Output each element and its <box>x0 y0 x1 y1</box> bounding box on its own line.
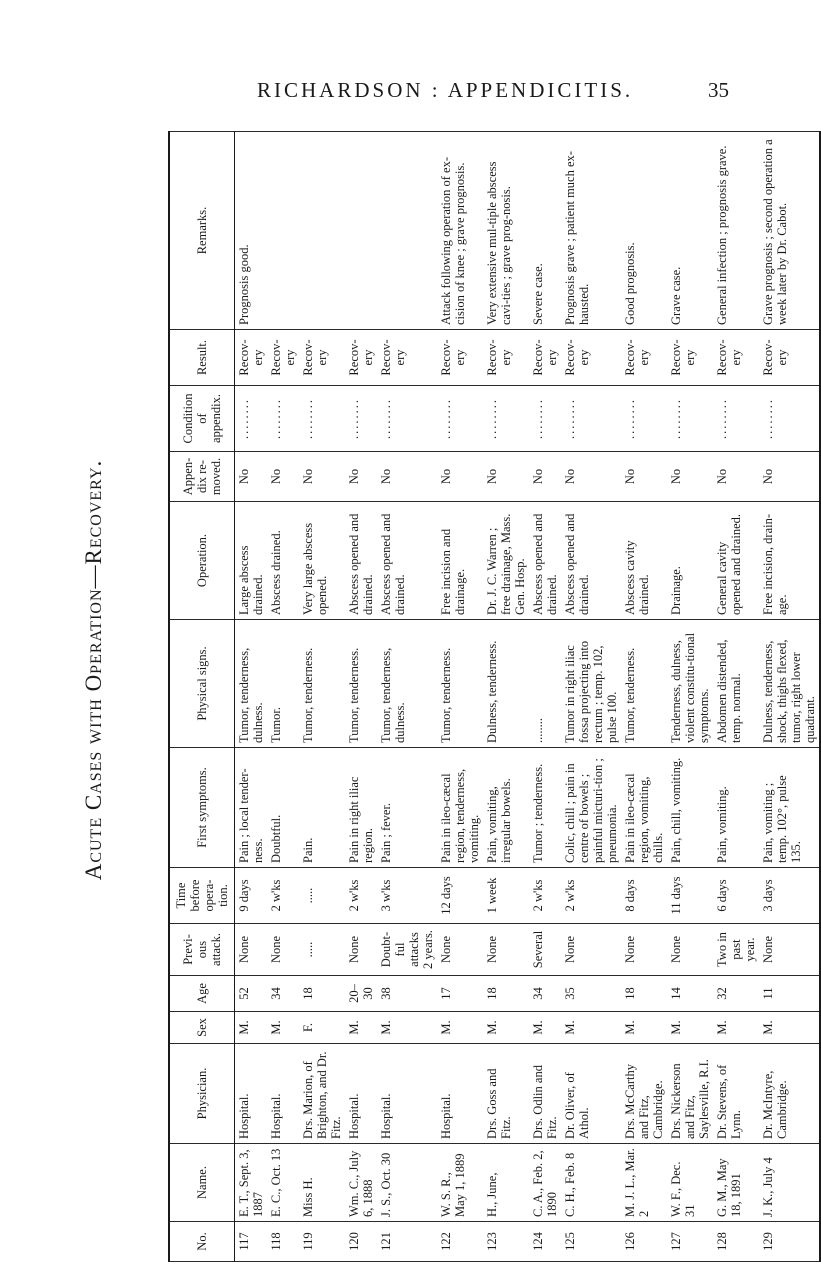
cell-no: 121 <box>377 1222 437 1262</box>
cell-name: Wm. C., July 6, 1888 <box>345 1144 377 1222</box>
cell-result: Recov-ery <box>483 330 529 386</box>
cell-sex: M. <box>377 1012 437 1044</box>
cell-no: 122 <box>437 1222 483 1262</box>
cell-previous: None <box>483 924 529 976</box>
table-row <box>299 132 345 1262</box>
cell-name: E. C., Oct. 13 <box>267 1144 299 1222</box>
cell-no: 124 <box>529 1222 561 1262</box>
table-body <box>235 132 821 1262</box>
table-row <box>483 132 529 1262</box>
cell-previous: Two in past year. <box>713 924 759 976</box>
cell-time: 2 w'ks <box>529 868 561 924</box>
cell-result: Recov-ery <box>529 330 561 386</box>
cell-first-symptoms: Tumor ; tenderness. <box>529 748 561 868</box>
cell-physician: Dr. McIntyre, Cambridge. <box>759 1044 820 1144</box>
rotated-table <box>168 132 817 1262</box>
cell-physician: Hospital. <box>235 1044 268 1144</box>
cell-result: Recov-ery <box>621 330 667 386</box>
cell-first-symptoms: Colic, chill ; pain in centre of bowels ; painful micturi-tion ; pneumonia. <box>561 748 621 868</box>
cell-previous: ..... <box>299 924 345 976</box>
cell-result: Recov-ery <box>377 330 437 386</box>
cell-time: 3 w'ks <box>377 868 437 924</box>
cell-no: 118 <box>267 1222 299 1262</box>
cell-age: 34 <box>529 976 561 1012</box>
cell-operation: Abscess opened and drained. <box>345 502 377 620</box>
cell-condition: ........ <box>345 386 377 452</box>
cell-physician: Drs. McCarthy and Fitz, Cambridge. <box>621 1044 667 1144</box>
cell-previous: None <box>437 924 483 976</box>
cell-physical-signs: ........ <box>529 620 561 748</box>
cell-sex: M. <box>529 1012 561 1044</box>
cell-first-symptoms: Pain, vomiting. <box>713 748 759 868</box>
cell-remarks: Good prognosis. <box>621 132 667 330</box>
cell-name: M. J. L., Mar. 2 <box>621 1144 667 1222</box>
table-row <box>667 132 713 1262</box>
cell-condition: ........ <box>437 386 483 452</box>
cell-condition: ........ <box>667 386 713 452</box>
cell-age: 20–30 <box>345 976 377 1012</box>
cell-age: 14 <box>667 976 713 1012</box>
cell-time: ..... <box>299 868 345 924</box>
cell-operation: Abscess opened and drained. <box>377 502 437 620</box>
cell-physical-signs: Tumor. <box>267 620 299 748</box>
cell-no: 117 <box>235 1222 268 1262</box>
cell-physician: Hospital. <box>267 1044 299 1144</box>
cell-time: 8 days <box>621 868 667 924</box>
cell-remarks: Prognosis good. <box>235 132 268 330</box>
cell-time: 6 days <box>713 868 759 924</box>
cell-previous: None <box>759 924 820 976</box>
page-number: 35 <box>708 78 729 102</box>
cell-remarks <box>267 132 299 330</box>
cell-name: C. A., Feb. 2, 1890 <box>529 1144 561 1222</box>
cell-remarks: Grave prognosis ; second operation a week later by Dr. Cabot. <box>759 132 820 330</box>
col-first-symptoms: First symptoms. <box>169 748 235 868</box>
table-row <box>759 132 820 1262</box>
cell-physician: Drs. Odlin and Fitz. <box>529 1044 561 1144</box>
col-sex: Sex <box>169 1012 235 1044</box>
header-row <box>169 132 235 1262</box>
cell-name: H., June, <box>483 1144 529 1222</box>
cell-age: 34 <box>267 976 299 1012</box>
cell-condition: ........ <box>759 386 820 452</box>
cell-removed: No <box>561 452 621 502</box>
cell-sex: M. <box>267 1012 299 1044</box>
cell-time: 9 days <box>235 868 268 924</box>
cell-previous: None <box>267 924 299 976</box>
cell-time: 12 days <box>437 868 483 924</box>
cell-removed: No <box>345 452 377 502</box>
cell-removed: No <box>529 452 561 502</box>
cell-removed: No <box>267 452 299 502</box>
cell-name: J. K., July 4 <box>759 1144 820 1222</box>
cell-condition: ........ <box>377 386 437 452</box>
cell-name: J. S., Oct. 30 <box>377 1144 437 1222</box>
cell-physical-signs: Dulness, tenderness. <box>483 620 529 748</box>
cell-remarks <box>377 132 437 330</box>
cell-remarks <box>345 132 377 330</box>
cell-physician: Dr. Stevens, of Lynn. <box>713 1044 759 1144</box>
cell-no: 128 <box>713 1222 759 1262</box>
cell-name: Miss H. <box>299 1144 345 1222</box>
cell-physical-signs: Tumor, tenderness, dulness. <box>377 620 437 748</box>
cell-removed: No <box>621 452 667 502</box>
cell-time: 1 week <box>483 868 529 924</box>
cell-physician: Hospital. <box>377 1044 437 1144</box>
cell-first-symptoms: Pain. <box>299 748 345 868</box>
cell-result: Recov-ery <box>345 330 377 386</box>
cell-sex: M. <box>621 1012 667 1044</box>
cell-operation: Dr. J. C. Warren ; free drainage, Mass. Gen. Hosp. <box>483 502 529 620</box>
cell-sex: M. <box>713 1012 759 1044</box>
cell-time: 2 w'ks <box>345 868 377 924</box>
cell-operation: Drainage. <box>667 502 713 620</box>
cell-no: 126 <box>621 1222 667 1262</box>
cell-remarks: Grave case. <box>667 132 713 330</box>
cell-time: 3 days <box>759 868 820 924</box>
cell-name: W. S. R., May 1, 1889 <box>437 1144 483 1222</box>
cell-result: Recov-ery <box>759 330 820 386</box>
cell-first-symptoms: Pain, chill, vomiting. <box>667 748 713 868</box>
cell-first-symptoms: Doubtful. <box>267 748 299 868</box>
table-row <box>345 132 377 1262</box>
cell-sex: M. <box>561 1012 621 1044</box>
cell-sex: M. <box>235 1012 268 1044</box>
cell-result: Recov-ery <box>667 330 713 386</box>
table-row <box>235 132 268 1262</box>
cell-physical-signs: Tumor in right iliac fossa projecting into rectum ; temp. 102, pulse 100. <box>561 620 621 748</box>
cell-removed: No <box>713 452 759 502</box>
table-row <box>561 132 621 1262</box>
cell-condition: ........ <box>483 386 529 452</box>
table-row <box>377 132 437 1262</box>
cell-operation: Abscess opened and drained. <box>529 502 561 620</box>
cell-removed: No <box>437 452 483 502</box>
cell-age: 11 <box>759 976 820 1012</box>
cell-physical-signs: Dulness, tenderness, shock, thighs flexed, tumor, right lower quadrant. <box>759 620 820 748</box>
table-row <box>713 132 759 1262</box>
cell-previous: None <box>235 924 268 976</box>
cell-sex: M. <box>483 1012 529 1044</box>
cell-first-symptoms: Pain ; local tender-ness. <box>235 748 268 868</box>
cell-sex: M. <box>437 1012 483 1044</box>
cell-removed: No <box>235 452 268 502</box>
table-row <box>437 132 483 1262</box>
table-row <box>529 132 561 1262</box>
running-head <box>0 72 801 112</box>
cell-remarks: Attack following operation of ex-cision of knee ; grave prognosis. <box>437 132 483 330</box>
col-age: Age <box>169 976 235 1012</box>
cell-physical-signs: Tumor, tenderness. <box>437 620 483 748</box>
cell-physician: Drs. Marion, of Brighton, and Dr. Fitz. <box>299 1044 345 1144</box>
cell-operation: Abscess drained. <box>267 502 299 620</box>
cell-result: Recov-ery <box>299 330 345 386</box>
cell-operation: Free incision, drain-age. <box>759 502 820 620</box>
cell-removed: No <box>759 452 820 502</box>
cell-no: 123 <box>483 1222 529 1262</box>
table-row <box>267 132 299 1262</box>
cell-first-symptoms: Pain in right iliac region. <box>345 748 377 868</box>
cell-time: 2 w'ks <box>267 868 299 924</box>
cell-result: Recov-ery <box>437 330 483 386</box>
cell-no: 119 <box>299 1222 345 1262</box>
cell-sex: M. <box>345 1012 377 1044</box>
cell-remarks <box>299 132 345 330</box>
col-result: Result. <box>169 330 235 386</box>
cell-result: Recov-ery <box>561 330 621 386</box>
cell-operation: Free incision and drainage. <box>437 502 483 620</box>
col-physician: Physician. <box>169 1044 235 1144</box>
col-operation: Operation. <box>169 502 235 620</box>
cell-operation: Abscess cavity drained. <box>621 502 667 620</box>
running-title: RICHARDSON : APPENDICITIS. <box>257 78 634 102</box>
cell-operation: Abscess opened and drained. <box>561 502 621 620</box>
cell-age: 38 <box>377 976 437 1012</box>
cell-physician: Drs. Nickerson and Fitz, Saylesville, R.I. <box>667 1044 713 1144</box>
cell-remarks: Severe case. <box>529 132 561 330</box>
cell-condition: ........ <box>529 386 561 452</box>
table-container <box>168 132 817 1262</box>
cell-first-symptoms: Pain in ileo-cæcal region, tenderness, vomiting. <box>437 748 483 868</box>
col-no: No. <box>169 1222 235 1262</box>
cell-physician: Dr. Oliver, of Athol. <box>561 1044 621 1144</box>
cell-physician: Hospital. <box>345 1044 377 1144</box>
cell-result: Recov-ery <box>267 330 299 386</box>
cell-sex: F. <box>299 1012 345 1044</box>
cell-previous: None <box>345 924 377 976</box>
cell-previous: None <box>621 924 667 976</box>
cell-name: E. T., Sept. 3, 1887 <box>235 1144 268 1222</box>
cell-age: 18 <box>299 976 345 1012</box>
cell-condition: ........ <box>267 386 299 452</box>
cell-no: 127 <box>667 1222 713 1262</box>
cell-no: 125 <box>561 1222 621 1262</box>
side-caption-text: Acute Cases with Operation—Recovery. <box>81 459 106 881</box>
cell-result: Recov-ery <box>713 330 759 386</box>
cell-previous: Doubt-ful attacks 2 years. <box>377 924 437 976</box>
cell-physical-signs: Tumor, tenderness. <box>345 620 377 748</box>
cell-sex: M. <box>759 1012 820 1044</box>
cell-operation: Very large abscess opened. <box>299 502 345 620</box>
cell-first-symptoms: Pain in ileo-cæcal region, vomiting, chills. <box>621 748 667 868</box>
cell-time: 11 days <box>667 868 713 924</box>
col-previous-attack: Previ-ous attack. <box>169 924 235 976</box>
cell-first-symptoms: Pain, vomiting ; temp. 102°, pulse 135. <box>759 748 820 868</box>
cell-remarks: Prognosis grave ; patient much ex-hausted. <box>561 132 621 330</box>
cell-physician: Drs. Goss and Fitz. <box>483 1044 529 1144</box>
cell-physical-signs: Tumor, tenderness, dulness. <box>235 620 268 748</box>
cell-no: 129 <box>759 1222 820 1262</box>
cell-result: Recov-ery <box>235 330 268 386</box>
cell-condition: ........ <box>299 386 345 452</box>
cell-removed: No <box>299 452 345 502</box>
cell-age: 32 <box>713 976 759 1012</box>
cell-removed: No <box>377 452 437 502</box>
cell-previous: Several <box>529 924 561 976</box>
cell-operation: Large abscess drained. <box>235 502 268 620</box>
cell-removed: No <box>667 452 713 502</box>
cell-first-symptoms: Pain ; fever. <box>377 748 437 868</box>
cell-remarks: Very extensive mul-tiple abscess cavi-ties ; grave prog-nosis. <box>483 132 529 330</box>
table-row <box>621 132 667 1262</box>
cell-previous: None <box>561 924 621 976</box>
cell-age: 17 <box>437 976 483 1012</box>
cell-previous: None <box>667 924 713 976</box>
col-time-before-operation: Time before opera-tion. <box>169 868 235 924</box>
cell-condition: ........ <box>621 386 667 452</box>
cell-operation: General cavity opened and drained. <box>713 502 759 620</box>
cell-age: 52 <box>235 976 268 1012</box>
cell-sex: M. <box>667 1012 713 1044</box>
cell-condition: ........ <box>713 386 759 452</box>
cell-age: 18 <box>621 976 667 1012</box>
cell-condition: ........ <box>235 386 268 452</box>
cell-no: 120 <box>345 1222 377 1262</box>
col-physical-signs: Physical signs. <box>169 620 235 748</box>
cell-first-symptoms: Pain, vomiting, irregular bowels. <box>483 748 529 868</box>
col-name: Name. <box>169 1144 235 1222</box>
cell-age: 18 <box>483 976 529 1012</box>
cell-condition: ........ <box>561 386 621 452</box>
case-table <box>168 131 821 1262</box>
cell-removed: No <box>483 452 529 502</box>
cell-physician: Hospital. <box>437 1044 483 1144</box>
cell-physical-signs: Tenderness, dulness, violent constitu-tional symptoms. <box>667 620 713 748</box>
cell-age: 35 <box>561 976 621 1012</box>
cell-time: 2 w'ks <box>561 868 621 924</box>
cell-physical-signs: Tumor, tenderness. <box>621 620 667 748</box>
col-condition-of-appendix: Condition of appendix. <box>169 386 235 452</box>
cell-name: G. M., May 18, 1891 <box>713 1144 759 1222</box>
cell-name: C. H., Feb. 8 <box>561 1144 621 1222</box>
cell-physical-signs: Abdomen distended, temp. normal. <box>713 620 759 748</box>
cell-physical-signs: Tumor, tenderness. <box>299 620 345 748</box>
col-remarks: Remarks. <box>169 132 235 330</box>
col-appendix-removed: Appen-dix re-moved. <box>169 452 235 502</box>
cell-remarks: General infection ; prognosis grave. <box>713 132 759 330</box>
cell-name: W. F., Dec. 31 <box>667 1144 713 1222</box>
